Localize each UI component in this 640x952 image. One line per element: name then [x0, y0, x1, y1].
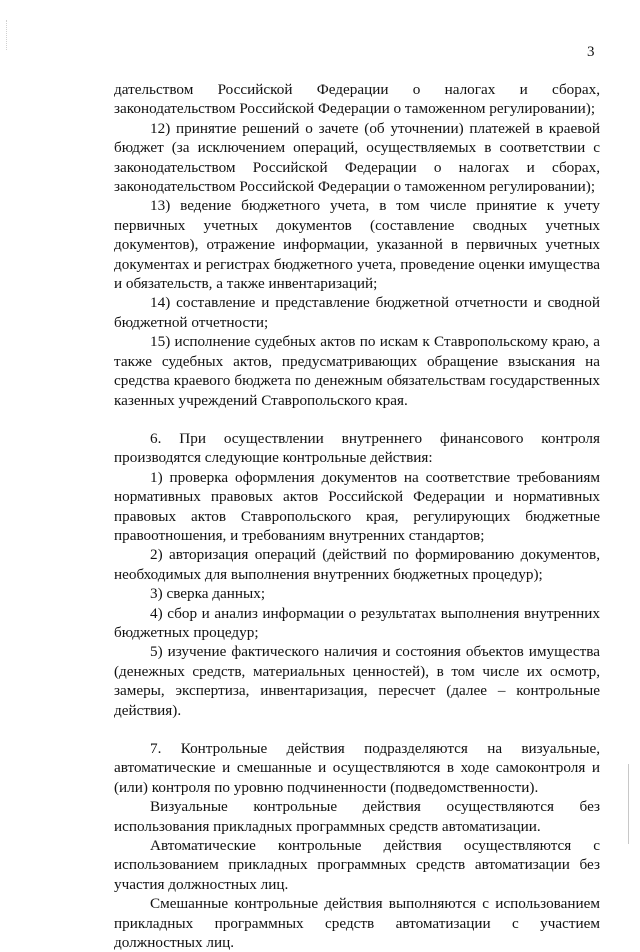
- control-action-1: 1) проверка оформления документов на соответствие требованиям нормативных правовых актов Российской Федерации и нормативных правовых актов Ставропольского края, регулирующих бюджетные правоотношения, и требованиям внутренних стандартов;: [114, 468, 600, 544]
- paragraph-continuation: дательством Российской Федерации о налогах и сборах, законодательством Российской Федерации о таможенном регулировании);: [114, 81, 600, 118]
- mixed-actions-paragraph: Смешанные контрольные действия выполняются с использованием прикладных программных средств автоматизации с участием должностных лиц.: [114, 895, 600, 952]
- list-item-13: 13) ведение бюджетного учета, в том числе принятие к учету первичных учетных документов (составление сводных учетных документов), отражение информации, указанной в первичных учетных документах и регистрах бюджетного учета, проведение оценки имущества и обязательств, а также инвентаризаций;: [114, 197, 600, 293]
- visual-actions-paragraph: Визуальные контрольные действия осуществляются без использования прикладных программных средств автоматизации.: [114, 798, 600, 835]
- control-action-2: 2) авторизация операций (действий по формированию документов, необходимых для выполнения внутренних бюджетных процедур);: [114, 546, 600, 583]
- automatic-actions-paragraph: Автоматические контрольные действия осуществляются с использованием прикладных программных средств автоматизации без участия должностных лиц.: [114, 837, 600, 893]
- control-action-5: 5) изучение фактического наличия и состояния объектов имущества (денежных средств, материальных ценностей), в том числе их осмотр, замеры, экспертиза, инвентаризация, пересчет (далее – контрольные действия).: [114, 643, 600, 719]
- list-item-15: 15) исполнение судебных актов по искам к Ставропольскому краю, а также судебных актов, предусматривающих обращение взыскания на средства краевого бюджета по денежным обязательствам государственных казенных учреждений Ставропольского края.: [114, 333, 600, 409]
- control-action-3: 3) сверка данных;: [150, 585, 266, 603]
- scan-artifact-dots: [6, 20, 8, 50]
- document-body: [114, 80, 600, 952]
- control-action-4: 4) сбор и анализ информации о результатах выполнения внутренних бюджетных процедур;: [114, 604, 600, 641]
- list-item-12: 12) принятие решений о зачете (об уточнении) платежей в краевой бюджет (за исключением операций, осуществляемых в соответствии с законодательством Российской Федерации о налогах и сборах, законодательством Российской Федерации о таможенном регулировании);: [114, 119, 600, 196]
- page-number: 3: [587, 44, 595, 60]
- list-item-14: 14) составление и представление бюджетной отчетности и сводной бюджетной отчетности;: [114, 294, 600, 331]
- section-7-intro: 7. Контрольные действия подразделяются на визуальные, автоматические и смешанные и осуществляются в ходе самоконтроля и (или) контроля по уровню подчиненности (подведомственности).: [114, 740, 600, 796]
- section-6-intro: 6. При осуществлении внутреннего финансового контроля производятся следующие контрольные действия:: [114, 429, 600, 467]
- scan-artifact-line: [628, 764, 629, 844]
